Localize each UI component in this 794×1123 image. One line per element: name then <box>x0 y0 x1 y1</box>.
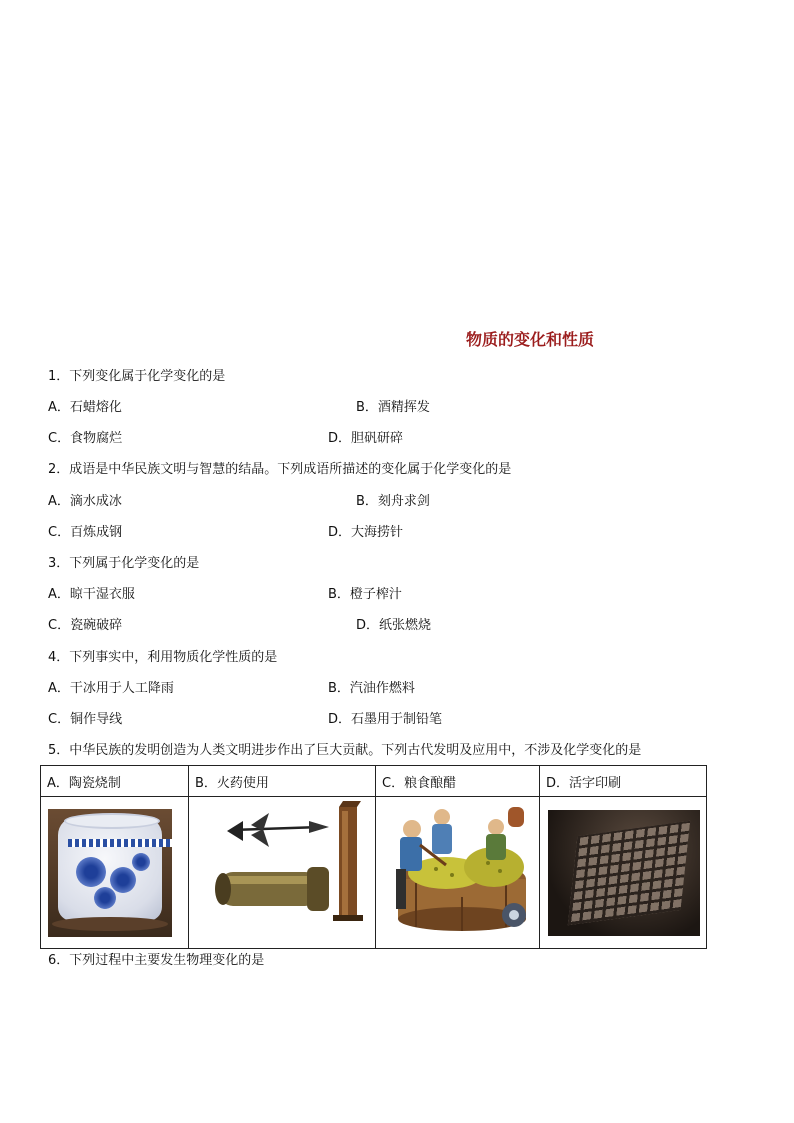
page-title: 物质的变化和性质 <box>466 330 595 349</box>
question-6-stem: 6．下列过程中主要发生物理变化的是 <box>48 953 265 968</box>
movable-type-printing-image <box>548 810 700 936</box>
question-2-option-c: C．百炼成钢 <box>48 525 123 540</box>
porcelain-image-cell <box>41 797 189 949</box>
question-5-stem: 5．中华民族的发明创造为人类文明进步作出了巨大贡献。下列古代发明及应用中，不涉及化学变化的是 <box>48 743 642 758</box>
table-header-a: A．陶瓷烧制 <box>41 766 189 797</box>
table-header-d: D．活字印刷 <box>540 766 707 797</box>
question-4-option-d: D．石墨用于制铅笔 <box>328 712 443 727</box>
vinegar-image-cell <box>376 797 540 949</box>
question-3-stem: 3．下列属于化学变化的是 <box>48 556 200 571</box>
question-2-option-d: D．大海捞针 <box>328 525 404 540</box>
blue-white-porcelain-jar-image <box>48 809 172 937</box>
gunpowder-weapons-image <box>189 797 376 944</box>
question-4-option-a: A．干冰用于人工降雨 <box>48 681 174 696</box>
question-1-option-b: B．酒精挥发 <box>356 400 430 415</box>
question-5-inventions-table <box>40 765 707 949</box>
question-4-option-b: B．汽油作燃料 <box>328 681 415 696</box>
question-4-option-c: C．铜作导线 <box>48 712 123 727</box>
question-4-stem: 4．下列事实中，利用物质化学性质的是 <box>48 650 278 665</box>
printing-image-cell <box>540 797 707 949</box>
question-2-option-b: B．刻舟求剑 <box>356 494 430 509</box>
table-header-b: B．火药使用 <box>189 766 376 797</box>
question-1-option-d: D．胆矾研碎 <box>328 431 404 446</box>
grain-vinegar-brewing-image <box>376 797 540 944</box>
question-2-option-a: A．滴水成冰 <box>48 494 122 509</box>
gunpowder-image-cell <box>189 797 376 949</box>
question-1-stem: 1．下列变化属于化学变化的是 <box>48 369 226 384</box>
question-2-stem: 2．成语是中华民族文明与智慧的结晶。下列成语所描述的变化属于化学变化的是 <box>48 462 512 477</box>
question-1-option-c: C．食物腐烂 <box>48 431 123 446</box>
question-3-option-b: B．橙子榨汁 <box>328 587 402 602</box>
question-3-option-d: D．纸张燃烧 <box>356 618 432 633</box>
table-header-c: C．粮食酿醋 <box>376 766 540 797</box>
question-3-option-c: C．瓷碗破碎 <box>48 618 123 633</box>
question-1-option-a: A．石蜡熔化 <box>48 400 122 415</box>
question-3-option-a: A．晾干湿衣服 <box>48 587 135 602</box>
